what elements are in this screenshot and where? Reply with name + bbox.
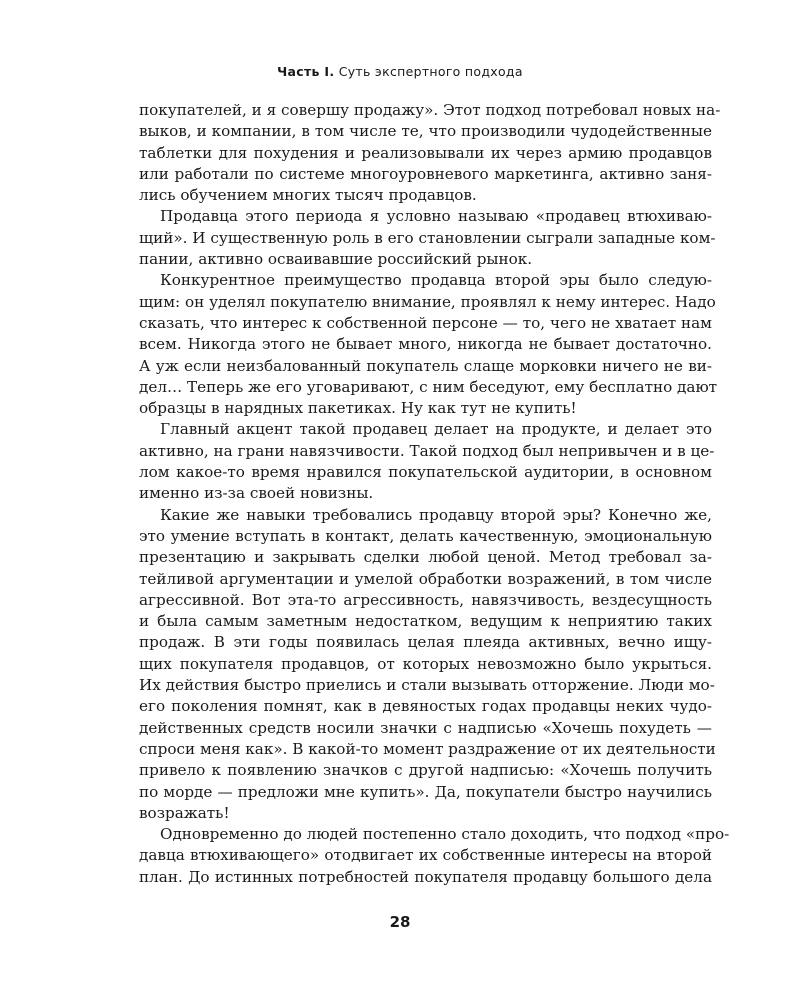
text-line: или работали по системе многоуровневого маркетинга, активно заня- — [139, 164, 712, 183]
paragraph — [139, 505, 716, 824]
text-line: активно, на грани навязчивости. Такой подход был непривычен и в це- — [139, 441, 715, 460]
section-title: Суть экспертного подхода — [338, 64, 523, 79]
paragraph — [139, 206, 716, 270]
text-line: давца втюхивающего» отодвигает их собственные интересы на второй — [139, 846, 712, 865]
paragraph — [139, 824, 730, 888]
text-line: Продавца этого периода я условно называю «продавец втюхиваю- — [160, 207, 712, 226]
text-line: выков, и компании, в том числе те, что производили чудодейственные — [139, 122, 712, 141]
body-text — [139, 100, 730, 888]
text-line: именно из-за своей новизны. — [139, 484, 374, 503]
text-line: лом какое-то время нравился покупательской аудитории, в основном — [139, 463, 712, 482]
text-line: спроси меня как». В какой-то момент раздражение от их деятельности — [139, 739, 716, 758]
text-line: таблетки для похудения и реализовывали их через армию продавцов — [139, 143, 712, 162]
page-number: 28 — [389, 913, 411, 931]
text-line: пании, активно осваивавшие российский рынок. — [139, 250, 533, 269]
text-line: сказать, что интерес к собственной персоне — то, чего не хватает нам — [139, 313, 712, 332]
text-line: Конкурентное преимущество продавца второй эры было следую- — [160, 271, 712, 290]
running-head — [0, 64, 800, 79]
text-line: щий». И существенную роль в его становлении сыграли западные ком- — [139, 228, 716, 247]
text-line: действенных средств носили значки с надписью «Хочешь похудеть — — [139, 718, 712, 737]
text-line: всем. Никогда этого не бывает много, никогда не бывает достаточно. — [139, 335, 712, 354]
text-line: план. До истинных потребностей покупателя продавцу большого дела — [139, 867, 712, 886]
text-line: щих покупателя продавцов, от которых невозможно было укрыться. — [139, 654, 712, 673]
text-line: презентацию и закрывать сделки любой ценой. Метод требовал за- — [139, 548, 712, 567]
text-line: Главный акцент такой продавец делает на продукте, и делает это — [160, 420, 712, 439]
paragraph — [139, 100, 721, 206]
part-label: Часть I. — [277, 64, 335, 79]
text-line: Их действия быстро приелись и стали вызывать отторжение. Люди мо- — [139, 676, 715, 695]
text-line: Какие же навыки требовались продавцу второй эры? Конечно же, — [160, 505, 712, 524]
text-line: и была самым заметным недостатком, ведущим к неприятию таких — [139, 612, 712, 631]
text-line: продаж. В эти годы появилась целая плеяда активных, вечно ищу- — [139, 633, 712, 652]
text-line: лись обучением многих тысяч продавцов. — [139, 186, 477, 205]
text-line: по морде — предложи мне купить». Да, покупатели быстро научились — [139, 782, 712, 801]
text-line: агрессивной. Вот эта-то агрессивность, навязчивость, вездесущность — [139, 590, 712, 609]
text-line: Одновременно до людей постепенно стало доходить, что подход «про- — [160, 825, 730, 844]
text-line: покупателей, и я совершу продажу». Этот подход потребовал новых на- — [139, 101, 721, 119]
text-line: привело к появлению значков с другой надписью: «Хочешь получить — [139, 761, 712, 780]
text-line: его поколения помнят, как в девяностых годах продавцы неких чудо- — [139, 697, 712, 716]
text-line: возражать! — [139, 803, 230, 822]
text-line: А уж если неизбалованный покупатель слаще морковки ничего не ви- — [139, 356, 712, 375]
text-line: это умение вступать в контакт, делать качественную, эмоциональную — [139, 526, 712, 545]
text-line: тейливой аргументации и умелой обработки возражений, в том числе — [139, 569, 712, 588]
text-line: дел… Теперь же его уговаривают, с ним беседуют, ему бесплатно дают — [139, 377, 718, 396]
paragraph — [139, 419, 715, 504]
paragraph — [139, 270, 718, 419]
text-line: образцы в нарядных пакетиках. Ну как тут не купить! — [139, 399, 577, 418]
text-line: щим: он уделял покупателю внимание, проявлял к нему интерес. Надо — [139, 292, 716, 311]
